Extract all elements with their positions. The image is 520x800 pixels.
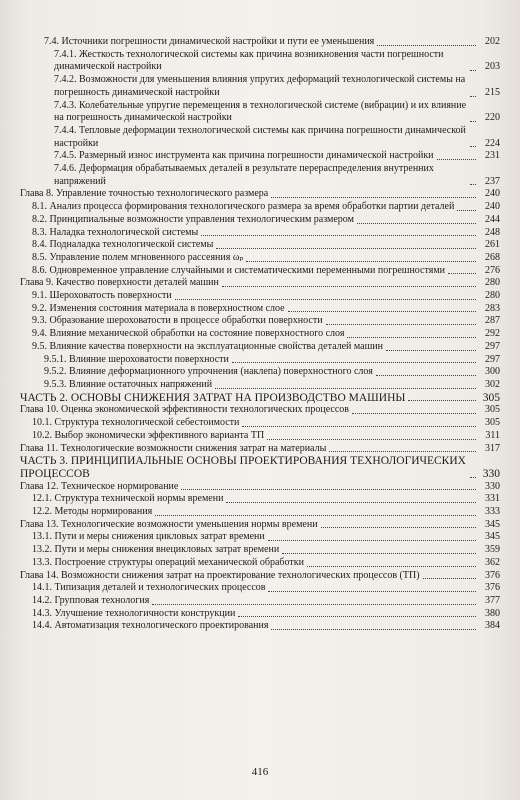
toc-entry xyxy=(20,392,500,405)
toc-entry xyxy=(20,519,500,532)
dot-leader xyxy=(321,527,476,528)
toc-entry xyxy=(20,417,500,430)
toc-entry-page: 240 xyxy=(485,201,500,213)
toc-entry-page: 297 xyxy=(485,340,500,352)
dot-leader xyxy=(201,235,476,236)
toc-entry-title: Глава 9. Качество поверхности деталей машин xyxy=(20,277,219,289)
toc-entry xyxy=(20,481,500,494)
toc-entry-title: Глава 13. Технологические возможности уменьшения нормы времени xyxy=(20,518,318,530)
toc-entry-page: 331 xyxy=(485,493,500,505)
toc-entry-title: ЧАСТЬ 3. ПРИНЦИПИАЛЬНЫЕ ОСНОВЫ ПРОЕКТИРОВАНИЯ ТЕХНОЛОГИЧЕСКИХ ПРОЦЕССОВ xyxy=(20,455,466,480)
toc-entry xyxy=(20,366,500,379)
toc-entry-title: 7.4.5. Размерный износ инструмента как причина погрешности динамической настройки xyxy=(54,150,434,162)
toc-entry-title: 10.2. Выбор экономически эффективного варианта ТП xyxy=(32,429,265,441)
toc-entry xyxy=(20,544,500,557)
toc-entry xyxy=(20,443,500,456)
toc-entry-title: 9.1. Шероховатость поверхности xyxy=(32,290,172,302)
toc-entry-title: 10.1. Структура технологической себестоимости xyxy=(32,417,240,429)
toc-entry xyxy=(20,163,500,188)
toc-entry xyxy=(20,620,500,633)
toc-entry-page: 300 xyxy=(485,366,500,378)
dot-leader xyxy=(268,540,476,541)
toc-entry-title: 9.5. Влияние качества поверхности на эксплуатационные свойства деталей машин xyxy=(32,340,383,352)
toc-entry-page: 317 xyxy=(485,442,500,454)
toc-entry-title: 9.2. Изменения состояния материала в поверхностном слое xyxy=(32,302,285,314)
dot-leader xyxy=(357,223,476,224)
toc-entry xyxy=(20,290,500,303)
toc-entry xyxy=(20,315,500,328)
toc-entry-page: 384 xyxy=(485,620,500,632)
toc-entry-title: 7.4. Источники погрешности динамической настройки и пути ее уменьшения xyxy=(44,36,375,47)
dot-leader xyxy=(470,477,476,478)
dot-leader xyxy=(347,337,476,338)
toc-entry-title: 13.3. Построение структуры операций механической обработки xyxy=(32,556,304,568)
toc-entry-title: 8.6. Одновременное управление случайными и систематическими переменными погрешностями xyxy=(32,264,446,276)
toc-entry-title: 14.3. Улучшение технологичности конструкции xyxy=(32,607,236,619)
toc-entry-page: 345 xyxy=(485,531,500,543)
dot-leader xyxy=(470,121,476,122)
toc-entry xyxy=(20,74,500,99)
toc-entry-title: 12.1. Структура технической нормы времени xyxy=(32,493,224,505)
toc-entry-title: 7.4.1. Жесткость технологической системы как причина возникновения части погрешности динамической настройки xyxy=(54,48,444,73)
toc-entry-page: 220 xyxy=(485,112,500,124)
toc-entry xyxy=(20,303,500,316)
table-of-contents xyxy=(20,36,500,633)
toc-entry xyxy=(20,404,500,417)
toc-entry-title: 14.1. Типизация деталей и технологических процессов xyxy=(32,582,266,594)
toc-entry xyxy=(20,36,500,49)
toc-entry-title: Глава 12. Техническое нормирование xyxy=(20,480,179,492)
toc-entry xyxy=(20,341,500,354)
toc-entry-title: 7.4.2. Возможности для уменьшения влияния упругих деформаций технологической системы на погрешность динамической настройки xyxy=(54,74,466,98)
toc-entry-page: 305 xyxy=(482,391,500,404)
toc-entry-page: 330 xyxy=(482,467,500,480)
dot-leader xyxy=(423,578,476,579)
dot-leader xyxy=(408,400,476,401)
toc-entry-page: 202 xyxy=(485,36,500,47)
toc-entry-page: 280 xyxy=(485,290,500,302)
page-number: 416 xyxy=(251,766,269,778)
dot-leader xyxy=(152,604,476,605)
toc-entry-page: 268 xyxy=(485,251,500,263)
toc-entry xyxy=(20,150,500,163)
toc-entry-title: Глава 11. Технологические возможности снижения затрат на материалы xyxy=(20,442,327,454)
toc-entry-page: 333 xyxy=(485,506,500,518)
toc-entry-title: 8.1. Анализ процесса формирования технологического размера за время обработки партии деталей xyxy=(32,201,455,213)
toc-entry-title: 12.2. Методы нормирования xyxy=(32,506,153,518)
dot-leader xyxy=(326,324,476,325)
toc-entry xyxy=(20,608,500,621)
dot-leader xyxy=(271,197,476,198)
toc-entry-title: 9.5.3. Влияние остаточных напряжений xyxy=(44,378,213,390)
dot-leader xyxy=(238,616,476,617)
toc-entry-page: 305 xyxy=(485,404,500,416)
toc-entry-title: 9.5.2. Влияние деформационного упрочнения (наклепа) поверхностного слоя xyxy=(44,366,373,378)
toc-entry-title: 9.5.1. Влияние шероховатости поверхности xyxy=(44,353,229,365)
toc-entry xyxy=(20,49,500,74)
toc-entry-page: 380 xyxy=(485,607,500,619)
toc-entry-page: 231 xyxy=(485,150,500,162)
toc-entry-title: 7.4.4. Тепловые деформации технологической системы как причина погрешности динамической настройки xyxy=(54,124,466,149)
toc-entry xyxy=(20,506,500,519)
toc-entry xyxy=(20,582,500,595)
toc-entry-page: 292 xyxy=(485,328,500,340)
toc-entry-title: 8.5. Управление полем мгновенного рассеяния ωₚ xyxy=(32,251,244,263)
toc-entry-page: 240 xyxy=(485,188,500,200)
toc-entry-page: 287 xyxy=(485,315,500,327)
toc-entry-page: 276 xyxy=(485,264,500,276)
toc-entry-title: Глава 8. Управление точностью технологического размера xyxy=(20,188,269,200)
toc-entry-page: 280 xyxy=(485,277,500,289)
dot-leader xyxy=(175,299,476,300)
toc-entry-title: 13.2. Пути и меры снижения внецикловых затрат времени xyxy=(32,544,280,556)
toc-entry xyxy=(20,252,500,265)
toc-entry-page: 359 xyxy=(485,544,500,556)
dot-leader xyxy=(222,286,476,287)
toc-entry xyxy=(20,214,500,227)
dot-leader xyxy=(470,70,476,71)
toc-entry xyxy=(20,227,500,240)
toc-entry-title: 8.4. Подналадка технологической системы xyxy=(32,239,214,251)
dot-leader xyxy=(448,273,476,274)
dot-leader xyxy=(155,515,476,516)
toc-entry xyxy=(20,570,500,583)
toc-entry-page: 248 xyxy=(485,226,500,238)
toc-entry-page: 215 xyxy=(485,86,500,98)
toc-entry-title: 14.2. Групповая технология xyxy=(32,594,150,606)
toc-entry xyxy=(20,328,500,341)
toc-entry-title: Глава 10. Оценка экономической эффективности технологических процессов xyxy=(20,404,350,416)
toc-entry-page: 330 xyxy=(485,480,500,492)
toc-entry-page: 376 xyxy=(485,582,500,594)
dot-leader xyxy=(242,426,476,427)
toc-entry-title: ЧАСТЬ 2. ОСНОВЫ СНИЖЕНИЯ ЗАТРАТ НА ПРОИЗВОДСТВО МАШИНЫ xyxy=(20,391,406,404)
toc-entry xyxy=(20,100,500,125)
toc-entry-page: 203 xyxy=(485,61,500,73)
dot-leader xyxy=(470,96,476,97)
toc-entry-page: 305 xyxy=(485,417,500,429)
dot-leader xyxy=(226,502,476,503)
toc-entry-page: 345 xyxy=(485,518,500,530)
dot-leader xyxy=(376,375,476,376)
dot-leader xyxy=(329,451,476,452)
toc-entry xyxy=(20,379,500,392)
dot-leader xyxy=(181,489,476,490)
dot-leader xyxy=(267,439,476,440)
toc-entry-title: 7.4.3. Колебательные упругие перемещения в технологической системе (вибрации) и их влияние на погрешность динамической настройки xyxy=(54,99,467,124)
toc-entry xyxy=(20,277,500,290)
dot-leader xyxy=(437,159,476,160)
toc-entry-title: 9.4. Влияние механической обработки на состояние поверхностного слоя xyxy=(32,328,345,340)
toc-entry xyxy=(20,188,500,201)
toc-entry-page: 224 xyxy=(485,137,500,149)
toc-entry-page: 376 xyxy=(485,569,500,581)
toc-entry-page: 237 xyxy=(485,175,500,187)
dot-leader xyxy=(457,210,476,211)
toc-entry xyxy=(20,595,500,608)
toc-entry-page: 261 xyxy=(485,239,500,251)
toc-entry-title: 9.3. Образование шероховатости в процессе обработки поверхности xyxy=(32,315,323,327)
dot-leader xyxy=(271,629,476,630)
dot-leader xyxy=(307,566,476,567)
toc-entry-page: 244 xyxy=(485,213,500,225)
toc-entry xyxy=(20,265,500,278)
toc-entry-title: 13.1. Пути и меры снижения цикловых затрат времени xyxy=(32,531,265,543)
dot-leader xyxy=(215,388,476,389)
toc-entry xyxy=(20,239,500,252)
toc-entry-title: Глава 14. Возможности снижения затрат на проектирование технологических процессов (ТП) xyxy=(20,569,420,581)
toc-entry xyxy=(20,125,500,150)
dot-leader xyxy=(288,311,476,312)
toc-entry-page: 297 xyxy=(485,353,500,365)
dot-leader xyxy=(386,350,476,351)
dot-leader xyxy=(352,413,476,414)
toc-entry xyxy=(20,430,500,443)
toc-entry-page: 362 xyxy=(485,556,500,568)
toc-entry-title: 8.2. Принципиальные возможности управления технологическим размером xyxy=(32,213,354,225)
toc-entry xyxy=(20,557,500,570)
dot-leader xyxy=(268,591,476,592)
toc-entry-title: 14.4. Автоматизация технологического проектирования xyxy=(32,620,269,632)
toc-entry xyxy=(20,201,500,214)
dot-leader xyxy=(377,45,476,46)
dot-leader xyxy=(246,261,476,262)
toc-entry-title: 8.3. Наладка технологической системы xyxy=(32,226,199,238)
toc-entry xyxy=(20,493,500,506)
dot-leader xyxy=(282,553,476,554)
toc-entry-title: 7.4.6. Деформация обрабатываемых деталей в результате перераспределения внутренних напряжений xyxy=(54,163,434,187)
toc-entry xyxy=(20,531,500,544)
dot-leader xyxy=(470,146,476,147)
toc-entry-page: 311 xyxy=(485,429,500,441)
toc-entry-page: 283 xyxy=(485,302,500,314)
dot-leader xyxy=(232,362,476,363)
dot-leader xyxy=(470,184,476,185)
toc-entry xyxy=(20,354,500,367)
toc-entry-page: 377 xyxy=(485,594,500,606)
toc-entry-page: 302 xyxy=(485,378,500,390)
dot-leader xyxy=(216,248,476,249)
toc-entry xyxy=(20,455,500,480)
